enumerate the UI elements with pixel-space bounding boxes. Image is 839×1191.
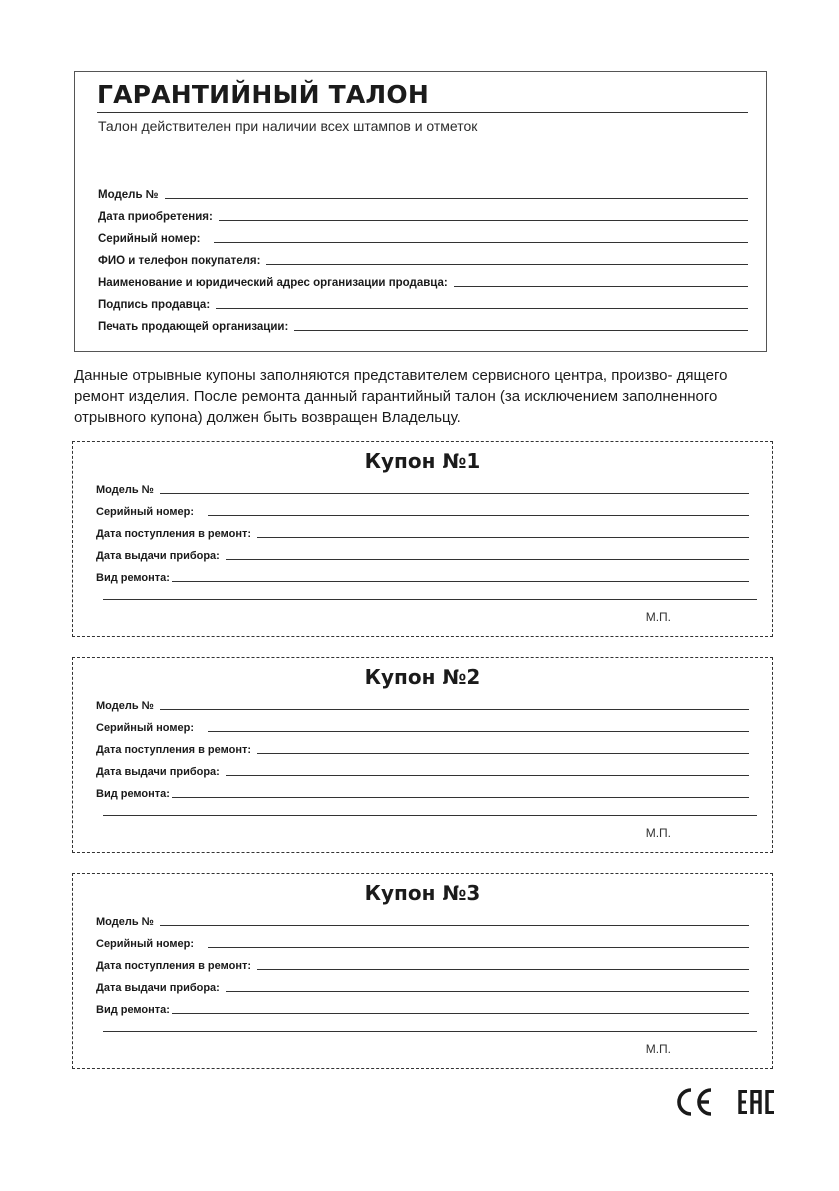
- coupon-3: [72, 873, 773, 1069]
- field-label: Дата выдачи прибора:: [96, 982, 220, 994]
- coupon-fields: [96, 907, 749, 1017]
- stamp-place-label: М.П.: [645, 610, 671, 624]
- repair-in-date-field[interactable]: [96, 519, 749, 541]
- field-label: Модель №: [96, 700, 154, 712]
- fill-line[interactable]: [226, 547, 749, 560]
- field-label: Вид ремонта:: [96, 572, 170, 584]
- fill-line[interactable]: [219, 208, 748, 221]
- fill-line[interactable]: [226, 979, 749, 992]
- model-field[interactable]: [96, 907, 749, 929]
- certification-marks: [676, 1086, 776, 1120]
- eac-mark-icon: [739, 1090, 775, 1114]
- coupon-1: [72, 441, 773, 637]
- serial-number-field[interactable]: [96, 713, 749, 735]
- field-label: Печать продающей организации:: [98, 321, 289, 333]
- fill-line[interactable]: [208, 719, 749, 732]
- fill-line[interactable]: [257, 957, 749, 970]
- return-date-field[interactable]: [96, 973, 749, 995]
- field-label: Дата приобретения:: [98, 211, 213, 223]
- model-field[interactable]: [98, 180, 748, 202]
- warranty-subtitle: Талон действителен при наличии всех штампов и отметок: [98, 118, 478, 134]
- coupon-title: Купон №2: [364, 665, 481, 689]
- seller-address-field[interactable]: [98, 268, 748, 290]
- repair-details-line[interactable]: [103, 1031, 757, 1032]
- serial-number-field[interactable]: [96, 929, 749, 951]
- field-label: Серийный номер:: [98, 233, 201, 245]
- seller-stamp-field[interactable]: [98, 312, 748, 334]
- buyer-field[interactable]: [98, 246, 748, 268]
- field-label: Серийный номер:: [96, 722, 195, 734]
- fill-line[interactable]: [454, 274, 748, 287]
- fill-line[interactable]: [214, 230, 748, 243]
- coupon-fields: [96, 691, 749, 801]
- field-label: Вид ремонта:: [96, 1004, 170, 1016]
- seller-signature-field[interactable]: [98, 290, 748, 312]
- field-label: Дата поступления в ремонт:: [96, 960, 252, 972]
- fill-line[interactable]: [160, 697, 749, 710]
- repair-details-line[interactable]: [103, 599, 757, 600]
- serial-number-field[interactable]: [98, 224, 748, 246]
- coupon-fields: [96, 475, 749, 585]
- warranty-card: [74, 71, 767, 352]
- fill-line[interactable]: [208, 503, 749, 516]
- coupon-notice: Данные отрывные купоны заполняются представителем сервисного центра, произво- дящего ремонт изделия. После ремонта данный гарантийный талон (за исключением заполненного отрывного купона) должен быть возвращен Владельцу.: [74, 367, 728, 426]
- field-label: Дата выдачи прибора:: [96, 550, 220, 562]
- return-date-field[interactable]: [96, 541, 749, 563]
- fill-line[interactable]: [172, 1001, 749, 1014]
- fill-line[interactable]: [294, 318, 748, 331]
- coupon-2: [72, 657, 773, 853]
- fill-line[interactable]: [208, 935, 749, 948]
- field-label: Модель №: [98, 189, 159, 201]
- coupon-title: Купон №3: [364, 881, 481, 905]
- field-label: Серийный номер:: [96, 506, 195, 518]
- return-date-field[interactable]: [96, 757, 749, 779]
- model-field[interactable]: [96, 475, 749, 497]
- coupon-title: Купон №1: [364, 449, 481, 473]
- repair-type-field[interactable]: [96, 563, 749, 585]
- model-field[interactable]: [96, 691, 749, 713]
- field-label: Модель №: [96, 484, 154, 496]
- fill-line[interactable]: [165, 186, 748, 199]
- fill-line[interactable]: [172, 785, 749, 798]
- ce-mark-icon: [676, 1086, 776, 1120]
- field-label: Подпись продавца:: [98, 299, 211, 311]
- fill-line[interactable]: [160, 481, 749, 494]
- repair-type-field[interactable]: [96, 995, 749, 1017]
- title-underline: [97, 112, 748, 113]
- fill-line[interactable]: [216, 296, 748, 309]
- purchase-date-field[interactable]: [98, 202, 748, 224]
- field-label: Дата поступления в ремонт:: [96, 528, 252, 540]
- warranty-title: ГАРАНТИЙНЫЙ ТАЛОН: [97, 80, 429, 109]
- stamp-place-label: М.П.: [645, 826, 671, 840]
- field-label: Серийный номер:: [96, 938, 195, 950]
- repair-in-date-field[interactable]: [96, 735, 749, 757]
- field-label: Дата выдачи прибора:: [96, 766, 220, 778]
- stamp-place-label: М.П.: [645, 1042, 671, 1056]
- field-label: ФИО и телефон покупателя:: [98, 255, 261, 267]
- repair-type-field[interactable]: [96, 779, 749, 801]
- serial-number-field[interactable]: [96, 497, 749, 519]
- field-label: Модель №: [96, 916, 154, 928]
- repair-in-date-field[interactable]: [96, 951, 749, 973]
- fill-line[interactable]: [226, 763, 749, 776]
- field-label: Наименование и юридический адрес организации продавца:: [98, 277, 448, 289]
- warranty-fields: [98, 180, 748, 334]
- fill-line[interactable]: [172, 569, 749, 582]
- repair-details-line[interactable]: [103, 815, 757, 816]
- fill-line[interactable]: [160, 913, 749, 926]
- field-label: Дата поступления в ремонт:: [96, 744, 252, 756]
- fill-line[interactable]: [257, 741, 749, 754]
- fill-line[interactable]: [257, 525, 749, 538]
- fill-line[interactable]: [266, 252, 748, 265]
- field-label: Вид ремонта:: [96, 788, 170, 800]
